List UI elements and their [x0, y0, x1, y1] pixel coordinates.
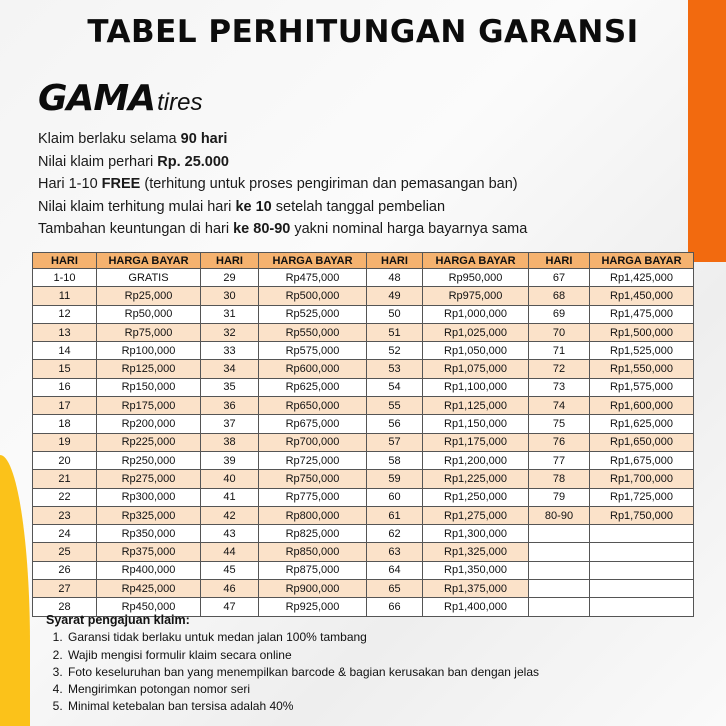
cell-harga-bayar: Rp500,000 [259, 287, 367, 305]
cell-harga-bayar: Rp1,000,000 [423, 305, 529, 323]
table-row [33, 287, 694, 305]
cell-hari: 60 [367, 488, 423, 506]
table-row [33, 397, 694, 415]
info-bold: ke 10 [235, 198, 272, 215]
cell-harga-bayar: Rp725,000 [259, 451, 367, 469]
cell-hari: 29 [201, 269, 259, 287]
cell-hari: 56 [367, 415, 423, 433]
cell-hari: 69 [529, 305, 590, 323]
header-harga-bayar: HARGA BAYAR [97, 253, 201, 269]
info-line [38, 173, 678, 196]
cell-harga-bayar: Rp1,725,000 [590, 488, 694, 506]
cell-hari: 55 [367, 397, 423, 415]
info-text: Tambahan keuntungan di hari [38, 221, 234, 237]
table-row [33, 342, 694, 360]
info-text: setelah tanggal pembelian [271, 198, 446, 215]
cell-harga-bayar: Rp875,000 [259, 561, 367, 579]
cell-hari: 63 [367, 543, 423, 561]
logo-suffix: tires [157, 89, 203, 116]
cell-hari: 80-90 [529, 506, 590, 524]
cell-harga-bayar: GRATIS [97, 269, 201, 287]
cell-harga-bayar: Rp675,000 [259, 415, 367, 433]
cell-harga-bayar: Rp350,000 [97, 525, 201, 543]
cell-harga-bayar: Rp575,000 [259, 342, 367, 360]
cell-hari: 23 [33, 506, 97, 524]
requirement-item: 5. Minimal ketebalan ban tersisa adalah 40% [66, 698, 666, 715]
cell-hari: 35 [201, 378, 259, 396]
cell-hari: 75 [529, 415, 590, 433]
info-text: (terhitung untuk proses pengiriman dan pemasangan ban) [140, 176, 518, 192]
yellow-accent-curve [0, 455, 30, 726]
cell-hari: 40 [201, 470, 259, 488]
cell-harga-bayar: Rp275,000 [97, 470, 201, 488]
warranty-table [32, 252, 694, 617]
requirement-item: 4. Mengirimkan potongan nomor seri [66, 681, 666, 698]
cell-hari: 78 [529, 470, 590, 488]
cell-hari: 18 [33, 415, 97, 433]
cell-hari: 59 [367, 470, 423, 488]
cell-harga-bayar: Rp1,250,000 [423, 488, 529, 506]
cell-harga-bayar: Rp175,000 [97, 397, 201, 415]
cell-hari: 65 [367, 580, 423, 598]
cell-harga-bayar: Rp1,075,000 [423, 360, 529, 378]
table-row [33, 506, 694, 524]
cell-hari: 27 [33, 580, 97, 598]
cell-harga-bayar: Rp625,000 [259, 378, 367, 396]
cell-hari: 52 [367, 342, 423, 360]
cell-harga-bayar: Rp1,200,000 [423, 451, 529, 469]
gama-tires-logo [38, 78, 202, 119]
cell-hari: 45 [201, 561, 259, 579]
cell-hari: 36 [201, 397, 259, 415]
header-hari: HARI [33, 253, 97, 269]
info-line [38, 151, 678, 174]
info-bold: FREE [101, 176, 141, 192]
cell-hari: 1-10 [33, 269, 97, 287]
cell-hari: 42 [201, 506, 259, 524]
cell-hari: 28 [33, 598, 97, 616]
cell-hari: 71 [529, 342, 590, 360]
table-row [33, 378, 694, 396]
cell-harga-bayar: Rp450,000 [97, 598, 201, 616]
info-text: Nilai klaim perhari [38, 153, 158, 170]
table-row [33, 470, 694, 488]
info-line [38, 128, 678, 151]
requirements-heading: Syarat pengajuan klaim: [46, 613, 190, 627]
cell-hari: 43 [201, 525, 259, 543]
cell-hari: 24 [33, 525, 97, 543]
cell-harga-bayar: Rp1,375,000 [423, 580, 529, 598]
cell-harga-bayar: Rp475,000 [259, 269, 367, 287]
cell-hari: 53 [367, 360, 423, 378]
cell-harga-bayar: Rp400,000 [97, 561, 201, 579]
cell-harga-bayar: Rp425,000 [97, 580, 201, 598]
cell-harga-bayar [590, 561, 694, 579]
cell-harga-bayar: Rp250,000 [97, 451, 201, 469]
table-row [33, 433, 694, 451]
cell-harga-bayar: Rp1,575,000 [590, 378, 694, 396]
cell-harga-bayar: Rp1,525,000 [590, 342, 694, 360]
cell-harga-bayar: Rp1,050,000 [423, 342, 529, 360]
info-text: Nilai klaim terhitung mulai hari [38, 198, 236, 215]
cell-hari: 32 [201, 323, 259, 341]
claim-requirements [46, 612, 666, 716]
table-row [33, 360, 694, 378]
table-row [33, 488, 694, 506]
cell-harga-bayar: Rp1,225,000 [423, 470, 529, 488]
cell-hari: 41 [201, 488, 259, 506]
cell-harga-bayar: Rp1,325,000 [423, 543, 529, 561]
header-harga-bayar: HARGA BAYAR [423, 253, 529, 269]
cell-harga-bayar: Rp800,000 [259, 506, 367, 524]
cell-hari: 25 [33, 543, 97, 561]
cell-harga-bayar: Rp650,000 [259, 397, 367, 415]
cell-harga-bayar: Rp1,675,000 [590, 451, 694, 469]
requirement-item: 3. Foto keseluruhan ban yang menempilkan barcode & bagian kerusakan ban dengan jelas [66, 664, 666, 681]
table-row [33, 269, 694, 287]
table-row [33, 525, 694, 543]
cell-hari: 31 [201, 305, 259, 323]
cell-hari: 39 [201, 451, 259, 469]
cell-hari: 14 [33, 342, 97, 360]
cell-harga-bayar [590, 543, 694, 561]
cell-harga-bayar [590, 580, 694, 598]
cell-hari: 30 [201, 287, 259, 305]
cell-harga-bayar: Rp200,000 [97, 415, 201, 433]
cell-harga-bayar: Rp325,000 [97, 506, 201, 524]
cell-hari: 33 [201, 342, 259, 360]
header-hari: HARI [367, 253, 423, 269]
cell-harga-bayar: Rp1,425,000 [590, 269, 694, 287]
cell-harga-bayar: Rp700,000 [259, 433, 367, 451]
cell-hari: 38 [201, 433, 259, 451]
cell-hari: 16 [33, 378, 97, 396]
cell-hari [529, 580, 590, 598]
cell-harga-bayar: Rp925,000 [259, 598, 367, 616]
cell-harga-bayar: Rp125,000 [97, 360, 201, 378]
cell-hari [529, 525, 590, 543]
cell-harga-bayar: Rp775,000 [259, 488, 367, 506]
table-row [33, 323, 694, 341]
header-harga-bayar: HARGA BAYAR [590, 253, 694, 269]
cell-hari: 73 [529, 378, 590, 396]
cell-hari: 15 [33, 360, 97, 378]
cell-hari: 17 [33, 397, 97, 415]
cell-harga-bayar: Rp150,000 [97, 378, 201, 396]
requirement-item: 2. Wajib mengisi formulir klaim secara online [66, 647, 666, 664]
page-title: TABEL PERHITUNGAN GARANSI [87, 14, 639, 50]
table-row [33, 561, 694, 579]
cell-hari: 12 [33, 305, 97, 323]
table-row [33, 415, 694, 433]
table-header-row [33, 253, 694, 269]
cell-harga-bayar: Rp1,650,000 [590, 433, 694, 451]
header-harga-bayar: HARGA BAYAR [259, 253, 367, 269]
info-text: Hari 1-10 [38, 176, 102, 192]
cell-hari: 21 [33, 470, 97, 488]
cell-harga-bayar: Rp750,000 [259, 470, 367, 488]
cell-harga-bayar: Rp1,125,000 [423, 397, 529, 415]
cell-hari: 77 [529, 451, 590, 469]
cell-harga-bayar: Rp50,000 [97, 305, 201, 323]
info-bold: Rp. 25.000 [157, 153, 230, 170]
cell-harga-bayar: Rp1,025,000 [423, 323, 529, 341]
cell-harga-bayar: Rp525,000 [259, 305, 367, 323]
header-hari: HARI [529, 253, 590, 269]
info-bold: 90 hari [180, 131, 228, 147]
cell-hari: 57 [367, 433, 423, 451]
cell-harga-bayar: Rp1,750,000 [590, 506, 694, 524]
cell-harga-bayar: Rp225,000 [97, 433, 201, 451]
cell-hari: 54 [367, 378, 423, 396]
cell-hari [529, 561, 590, 579]
cell-hari: 20 [33, 451, 97, 469]
cell-hari: 64 [367, 561, 423, 579]
cell-harga-bayar: Rp825,000 [259, 525, 367, 543]
header-hari: HARI [201, 253, 259, 269]
cell-hari: 34 [201, 360, 259, 378]
cell-harga-bayar: Rp1,275,000 [423, 506, 529, 524]
info-line [38, 196, 678, 219]
cell-harga-bayar: Rp1,450,000 [590, 287, 694, 305]
cell-hari: 74 [529, 397, 590, 415]
info-bold: ke 80-90 [233, 221, 291, 237]
cell-hari: 48 [367, 269, 423, 287]
cell-harga-bayar: Rp1,300,000 [423, 525, 529, 543]
requirement-item: 1. Garansi tidak berlaku untuk medan jalan 100% tambang [66, 629, 666, 646]
cell-harga-bayar: Rp1,500,000 [590, 323, 694, 341]
cell-harga-bayar: Rp850,000 [259, 543, 367, 561]
cell-harga-bayar: Rp950,000 [423, 269, 529, 287]
cell-hari: 26 [33, 561, 97, 579]
cell-harga-bayar: Rp1,100,000 [423, 378, 529, 396]
cell-hari: 70 [529, 323, 590, 341]
cell-hari: 66 [367, 598, 423, 616]
cell-harga-bayar: Rp1,475,000 [590, 305, 694, 323]
cell-harga-bayar: Rp1,400,000 [423, 598, 529, 616]
cell-hari: 37 [201, 415, 259, 433]
cell-harga-bayar: Rp1,700,000 [590, 470, 694, 488]
claim-info [38, 128, 678, 241]
table-row [33, 451, 694, 469]
cell-harga-bayar: Rp550,000 [259, 323, 367, 341]
cell-hari: 68 [529, 287, 590, 305]
cell-hari: 76 [529, 433, 590, 451]
cell-hari: 46 [201, 580, 259, 598]
table-row [33, 305, 694, 323]
cell-harga-bayar: Rp975,000 [423, 287, 529, 305]
cell-harga-bayar: Rp300,000 [97, 488, 201, 506]
cell-hari: 47 [201, 598, 259, 616]
cell-harga-bayar: Rp1,175,000 [423, 433, 529, 451]
cell-harga-bayar [590, 525, 694, 543]
cell-hari: 62 [367, 525, 423, 543]
cell-hari: 50 [367, 305, 423, 323]
cell-harga-bayar: Rp900,000 [259, 580, 367, 598]
cell-harga-bayar: Rp1,350,000 [423, 561, 529, 579]
cell-harga-bayar: Rp1,600,000 [590, 397, 694, 415]
cell-hari: 22 [33, 488, 97, 506]
cell-hari [529, 543, 590, 561]
cell-hari: 51 [367, 323, 423, 341]
cell-harga-bayar: Rp1,550,000 [590, 360, 694, 378]
cell-harga-bayar: Rp375,000 [97, 543, 201, 561]
cell-hari: 61 [367, 506, 423, 524]
cell-hari: 72 [529, 360, 590, 378]
cell-hari: 11 [33, 287, 97, 305]
cell-harga-bayar: Rp75,000 [97, 323, 201, 341]
cell-harga-bayar: Rp100,000 [97, 342, 201, 360]
cell-hari: 13 [33, 323, 97, 341]
table-row [33, 543, 694, 561]
cell-hari: 49 [367, 287, 423, 305]
info-line [38, 218, 678, 241]
cell-harga-bayar: Rp1,150,000 [423, 415, 529, 433]
cell-harga-bayar: Rp1,625,000 [590, 415, 694, 433]
cell-hari: 58 [367, 451, 423, 469]
table-row [33, 580, 694, 598]
cell-hari: 19 [33, 433, 97, 451]
cell-hari: 79 [529, 488, 590, 506]
info-text: Klaim berlaku selama [38, 131, 181, 147]
cell-harga-bayar: Rp25,000 [97, 287, 201, 305]
cell-hari: 67 [529, 269, 590, 287]
info-text: yakni nominal harga bayarnya sama [290, 221, 528, 237]
cell-hari: 44 [201, 543, 259, 561]
logo-brand: GAMA [38, 78, 156, 119]
cell-harga-bayar: Rp600,000 [259, 360, 367, 378]
